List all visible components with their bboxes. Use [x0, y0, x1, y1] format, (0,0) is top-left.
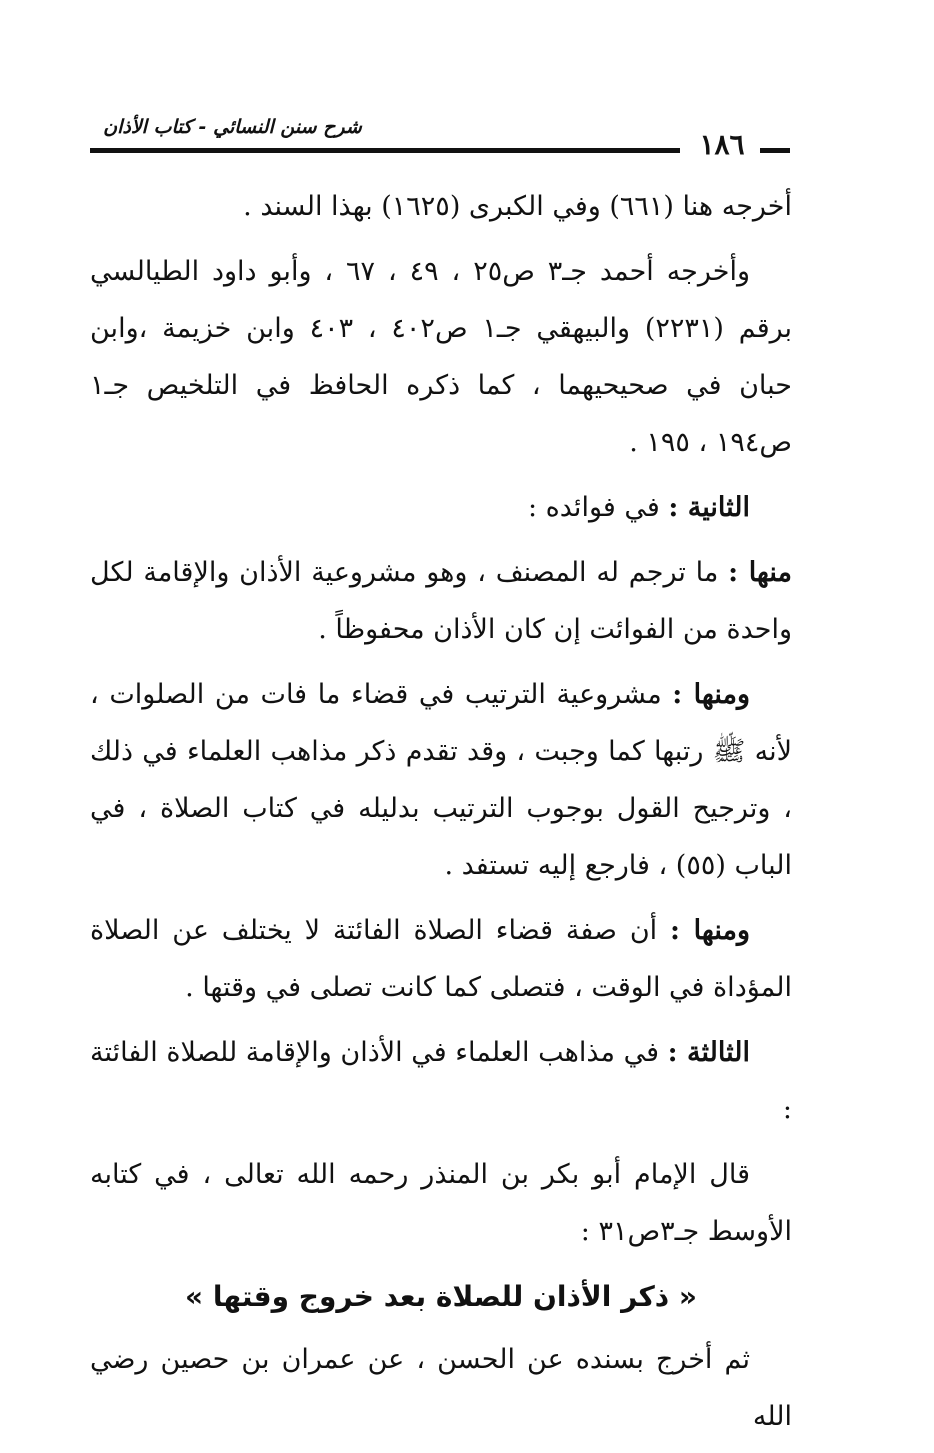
paragraph-text: قال الإمام أبو بكر بن المنذر رحمه الله تعالى ، في كتابه الأوسط جـ٣ص٣١ : [90, 1159, 792, 1247]
paragraph-closing [90, 1331, 792, 1445]
paragraph-lead: ومنها : [672, 679, 751, 710]
paragraph-benefit-1 [90, 544, 792, 658]
page-number-dash [760, 148, 790, 153]
paragraph-lead: الثانية : [668, 492, 750, 523]
paragraph-benefit-2 [90, 666, 792, 894]
paragraph-text: ثم أخرج بسنده عن الحسن ، عن عمران بن حصين رضي الله [90, 1344, 792, 1432]
section-heading: « ذكر الأذان للصلاة بعد خروج وقتها » [185, 1280, 697, 1313]
paragraph-sources [90, 243, 792, 471]
paragraph-takhrij [90, 178, 792, 235]
header-rule [90, 148, 680, 153]
paragraph-text: أخرجه هنا (٦٦١) وفي الكبرى (١٦٢٥) بهذا السند . [243, 191, 792, 222]
paragraph-third [90, 1024, 792, 1138]
paragraph-text: في فوائده : [527, 492, 669, 523]
paragraph-lead: الثالثة : [667, 1037, 750, 1068]
paragraph-lead: منها : [728, 557, 792, 588]
page-header [90, 110, 790, 170]
paragraph-text: وأخرجه أحمد جـ٣ ص٢٥ ، ٤٩ ، ٦٧ ، وأبو داود الطيالسي برقم (٢٢٣١) والبيهقي جـ١ ص٤٠٢ ، ٤٠٣ وابن خزيمة ،وابن حبان في صحيحيهما ، كما ذكره الحافظ في التلخيص جـ١ ص١٩٤ ، ١٩٥ . [90, 256, 793, 458]
paragraph-lead: ومنها : [670, 915, 751, 946]
paragraph-text: ما ترجم له المصنف ، وهو مشروعية الأذان والإقامة لكل واحدة من الفوائت إن كان الأذان محفوظاً . [90, 557, 792, 645]
page-body [90, 178, 792, 1453]
paragraph-second [90, 479, 792, 536]
running-title: شرح سنن النسائي - كتاب الأذان [103, 116, 362, 138]
page-number: ١٨٦ [699, 128, 745, 161]
paragraph-ibn-al-mundhir [90, 1146, 792, 1260]
paragraph-text: أن صفة قضاء الصلاة الفائتة لا يختلف عن الصلاة المؤداة في الوقت ، فتصلى كما كانت تصلى في وقتها . [90, 915, 792, 1003]
paragraph-text: مشروعية الترتيب في قضاء ما فات من الصلوات ، لأنه ﷺ رتبها كما وجبت ، وقد تقدم ذكر مذاهب العلماء في ذلك ، وترجيح القول بوجوب الترتيب بدليله في كتاب الصلاة ، في الباب (٥٥) ، فارجع إليه تستفد . [90, 679, 792, 881]
paragraph-benefit-3 [90, 902, 792, 1016]
paragraph-text: في مذاهب العلماء في الأذان والإقامة للصلاة الفائتة : [90, 1037, 792, 1125]
